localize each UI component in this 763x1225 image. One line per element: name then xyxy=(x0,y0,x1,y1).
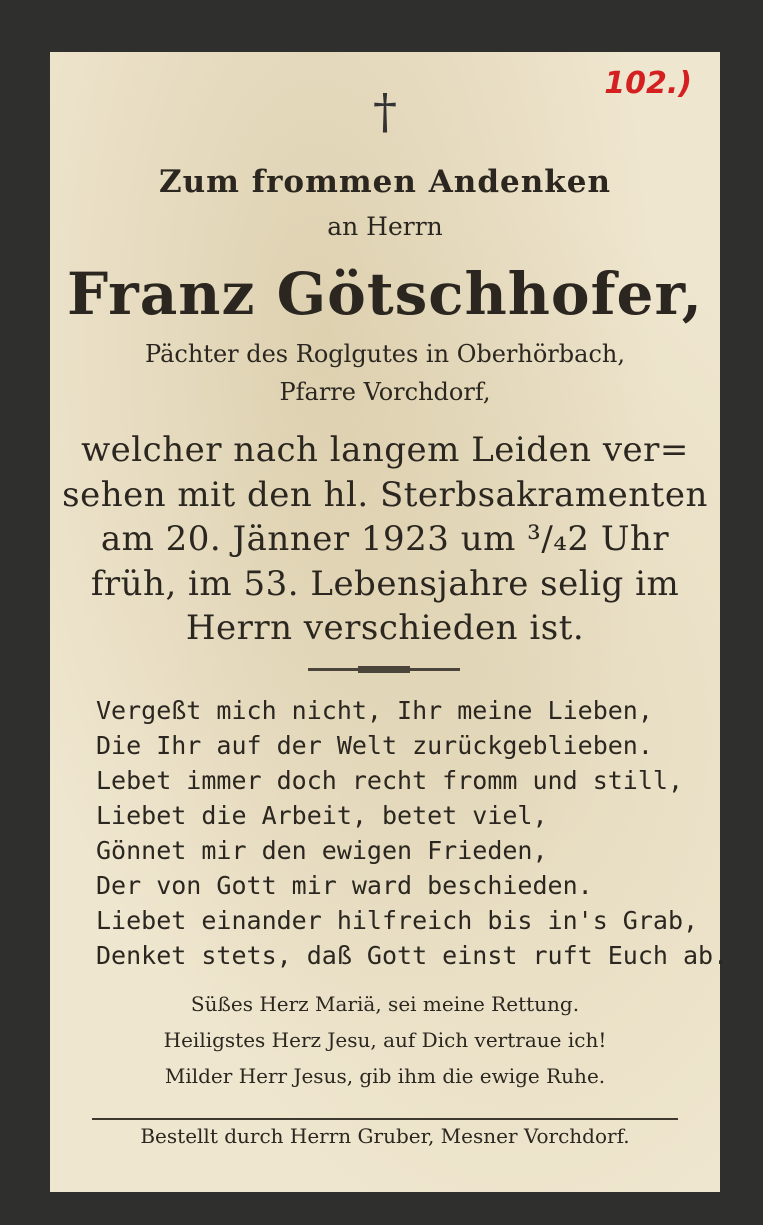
poem-line: Denket stets, daß Gott einst ruft Euch ab. xyxy=(96,941,729,970)
poem-line: Die Ihr auf der Welt zurückgeblieben. xyxy=(96,731,653,760)
memorial-card xyxy=(50,52,729,1192)
cross-icon: † xyxy=(373,84,397,140)
poem-line: Vergeßt mich nicht, Ihr meine Lieben, xyxy=(96,696,653,725)
poem-line: Gönnet mir den ewigen Frieden, xyxy=(96,836,548,865)
prayer-line: Süßes Herz Mariä, sei meine Rettung. xyxy=(190,992,580,1016)
subheading: an Herrn xyxy=(327,212,443,241)
poem-line: Liebet die Arbeit, betet viel, xyxy=(96,801,548,830)
parish: Pfarre Vorchdorf, xyxy=(279,378,491,406)
paragraph-line: welcher nach langem Leiden ver= xyxy=(81,430,689,470)
footer-credit: Bestellt durch Herrn Gruber, Mesner Vorchdorf. xyxy=(140,1124,630,1148)
paragraph-line: sehen mit den hl. Sterbsakramenten xyxy=(62,475,708,515)
paragraph-line: am 20. Jänner 1923 um ³/₄2 Uhr xyxy=(100,519,670,559)
prayer-line: Heiligstes Herz Jesu, auf Dich vertraue ich! xyxy=(163,1028,607,1052)
heading: Zum frommen Andenken xyxy=(158,164,612,200)
occupation: Pächter des Roglgutes in Oberhörbach, xyxy=(145,340,625,368)
prayer-line: Milder Herr Jesus, gib ihm die ewige Ruhe. xyxy=(164,1064,606,1088)
poem-line: Der von Gott mir ward beschieden. xyxy=(96,871,593,900)
poem-line: Liebet einander hilfreich bis in's Grab, xyxy=(96,906,699,935)
footer-rule xyxy=(92,1118,678,1120)
deceased-name: Franz Götschhofer, xyxy=(67,260,703,328)
ornamental-divider xyxy=(308,668,460,671)
paragraph-line: Herrn verschieden ist. xyxy=(185,608,585,648)
poem-line: Lebet immer doch recht fromm und still, xyxy=(96,766,683,795)
paragraph-line: früh, im 53. Lebensjahre selig im xyxy=(90,564,680,604)
handwritten-number: 102.) xyxy=(604,66,692,101)
